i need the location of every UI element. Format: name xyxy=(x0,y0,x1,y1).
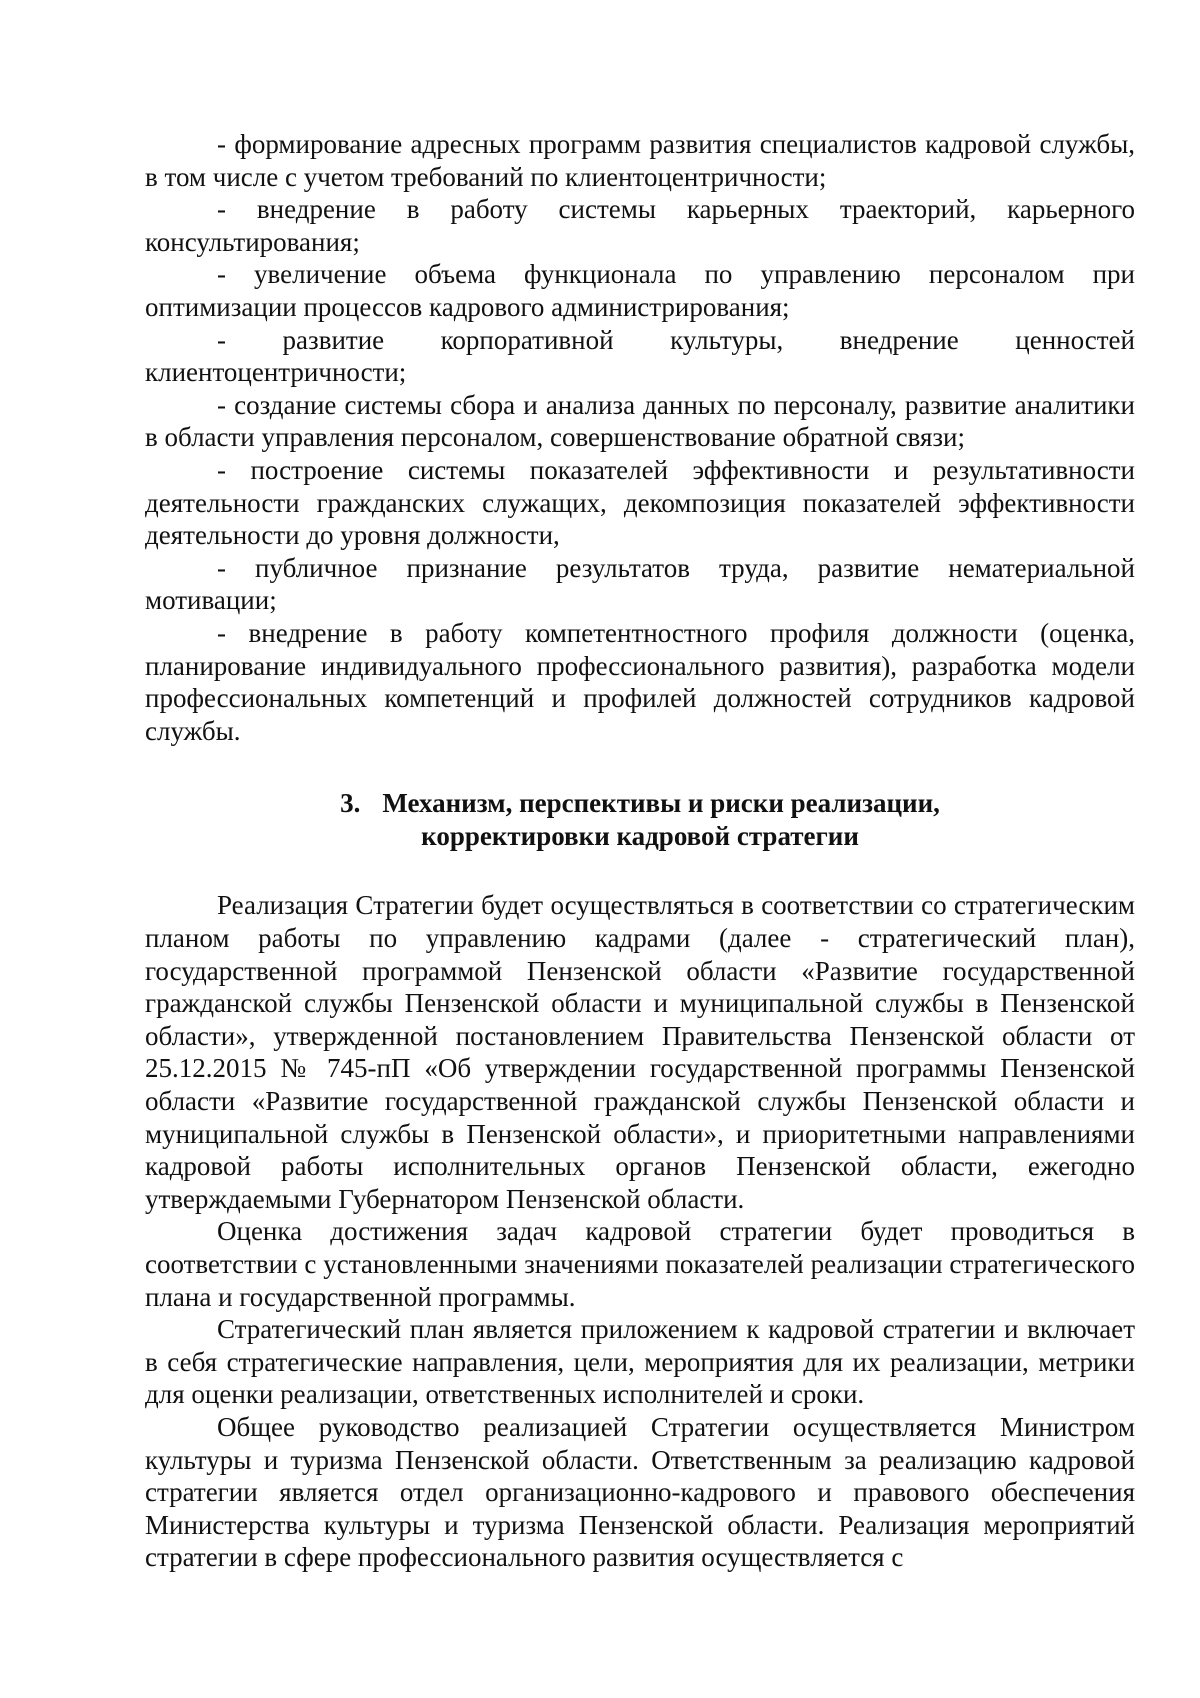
bullet-item: - внедрение в работу системы карьерных траекторий, карьерного консультирования; xyxy=(145,194,1135,257)
document-page xyxy=(145,128,1135,1574)
bullet-item: - увеличение объема функционала по управлению персоналом при оптимизации процессов кадрового администрирования; xyxy=(145,259,1135,322)
paragraph: Оценка достижения задач кадровой стратегии будет проводиться в соответствии с установленными значениями показателей реализации стратегического плана и государственной программы. xyxy=(145,1216,1135,1312)
section-heading xyxy=(145,787,1135,852)
bullet-item: - построение системы показателей эффективности и результативности деятельности гражданских служащих, декомпозиция показателей эффективности деятельности до уровня должности, xyxy=(145,454,1135,551)
bullet-item: - публичное признание результатов труда, развитие нематериальной мотивации; xyxy=(145,552,1135,616)
section-title-line-1: Механизм, перспективы и риски реализации, xyxy=(382,788,940,819)
paragraph: Стратегический план является приложением к кадровой стратегии и включает в себя стратегические направления, цели, мероприятия для их реализации, метрики для оценки реализации, ответственных исполнителей и сроки. xyxy=(145,1314,1135,1410)
bullet-item: - развитие корпоративной культуры, внедрение ценностей клиентоцентричности; xyxy=(145,324,1135,388)
section-heading-line-1 xyxy=(145,787,1135,820)
bullet-item: - формирование адресных программ развития специалистов кадровой службы, в том числе с учетом требований по клиентоцентричности; xyxy=(145,129,1135,192)
bullet-item: - создание системы сбора и анализа данных по персоналу, развитие аналитики в области управления персоналом, совершенствование обратной связи; xyxy=(145,389,1135,453)
section-title-line-2: корректировки кадровой стратегии xyxy=(421,820,859,851)
section-number: 3. xyxy=(340,788,361,819)
paragraph: Общее руководство реализацией Стратегии осуществляется Министром культуры и туризма Пензенской области. Ответственным за реализацию кадровой стратегии является отдел организационно-кадрового и правового обеспечения Министерства культуры и туризма Пензенской области. Реализация мероприятий стратегии в сфере профессионального развития осуществляется с xyxy=(145,1411,1135,1573)
paragraph: Реализация Стратегии будет осуществляться в соответствии со стратегическим планом работы по управлению кадрами (далее - стратегический план), государственной программой Пензенской области «Развитие государственной гражданской службы Пензенской области и муниципальной службы в Пензенской области», утвержденной постановлением Правительства Пензенской области от 25.12.2015 № 745-пП «Об утверждении государственной программы Пензенской области «Развитие государственной гражданской службы Пензенской области и муниципальной службы в Пензенской области», и приоритетными направлениями кадровой работы исполнительных органов Пензенской области, ежегодно утверждаемыми Губернатором Пензенской области. xyxy=(145,890,1135,1214)
bullet-item: - внедрение в работу компетентностного профиля должности (оценка, планирование индивидуального профессионального развития), разработка модели профессиональных компетенций и профилей должностей сотрудников кадровой службы. xyxy=(145,617,1135,746)
bullet-list xyxy=(145,128,1135,747)
body-text xyxy=(145,889,1135,1573)
